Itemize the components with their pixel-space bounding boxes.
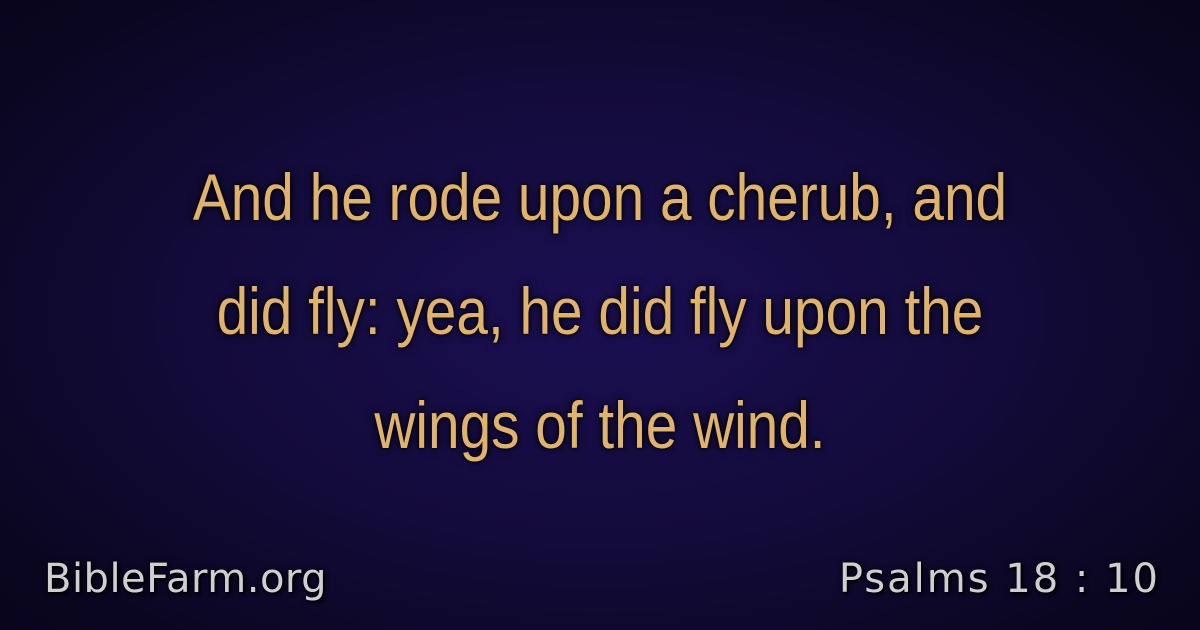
site-name: BibleFarm.org: [44, 556, 328, 602]
verse-line-1: And he rode upon a cherub, and: [192, 160, 1008, 234]
verse-reference: Psalms 18 : 10: [838, 556, 1160, 602]
verse-line-2: did fly: yea, he did fly upon the: [216, 274, 984, 348]
verse-line-3: wings of the wind.: [374, 388, 826, 462]
verse-text: [136, 140, 1065, 482]
